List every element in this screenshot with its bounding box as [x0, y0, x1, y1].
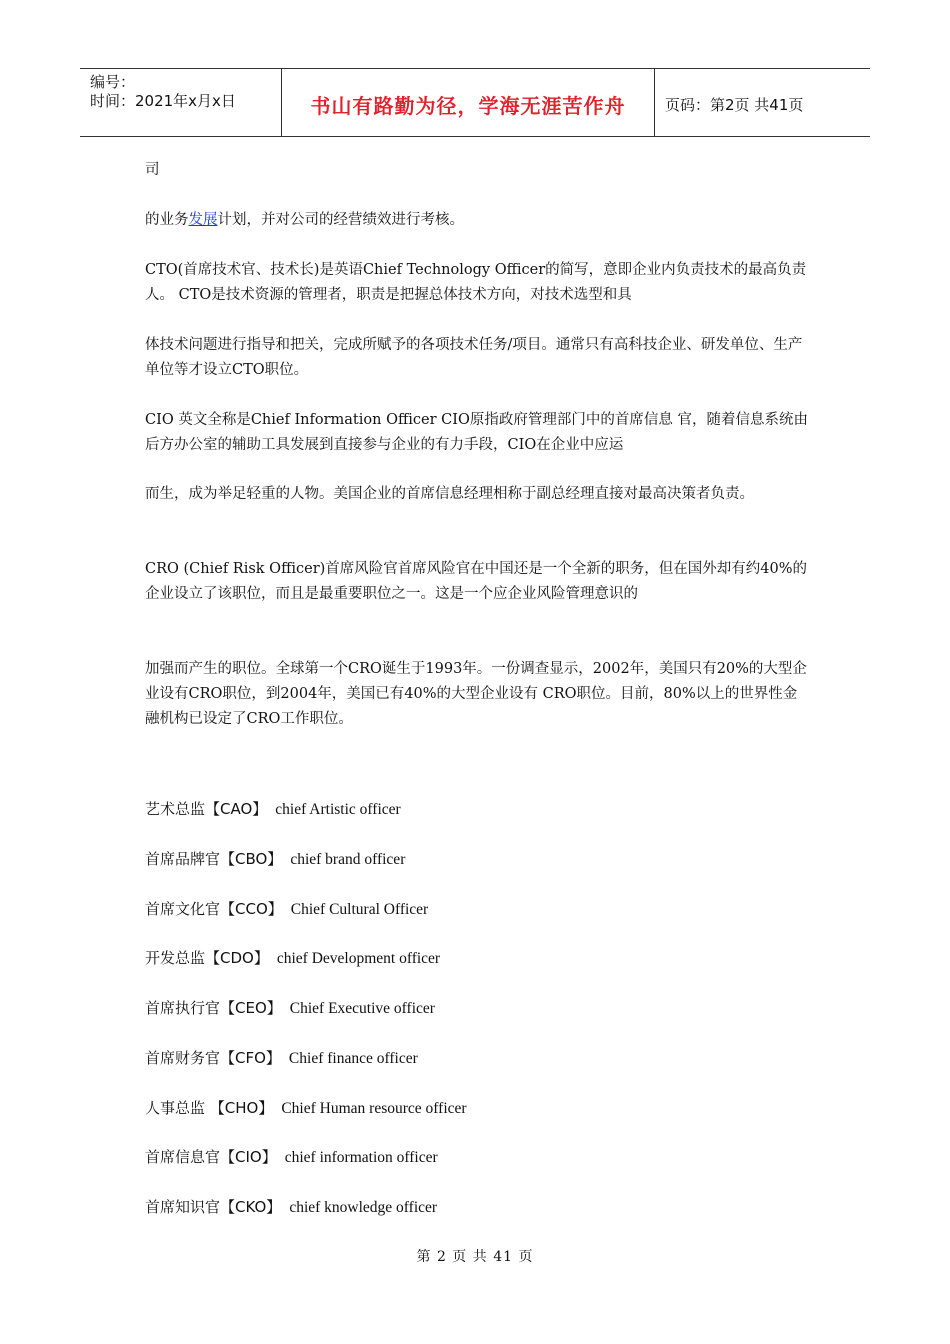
page-info: 页码：第2页 共41页: [665, 96, 804, 114]
role-cn: 人事总监 【CHO】: [145, 1099, 274, 1117]
role-cn: 首席财务官【CFO】: [145, 1049, 281, 1067]
paragraph-cto-cont: 体技术问题进行指导和把关，完成所赋予的各项技术任务/项目。通常只有高科技企业、研发单位、生产单位等才设立CTO职位。: [145, 337, 803, 378]
paragraph-text: 计划，并对公司的经营绩效进行考核。: [217, 212, 464, 228]
role-cn: 首席文化官【CCO】: [145, 900, 283, 918]
role-item: [145, 1047, 418, 1070]
role-item: [145, 798, 401, 821]
role-item: [145, 848, 405, 871]
document-number-label: 编号：: [90, 73, 136, 91]
role-en: Chief finance officer: [288, 1050, 418, 1067]
role-item: [145, 898, 428, 921]
role-cn: 首席知识官【CKO】: [145, 1198, 282, 1216]
role-cn: 首席执行官【CEO】: [145, 999, 282, 1017]
role-en: Chief Human resource officer: [281, 1100, 467, 1117]
paragraph-cro: CRO (Chief Risk Officer)首席风险官首席风险官在中国还是一个全新的职务，但在国外却有约40%的企业设立了该职位，而且是最重要职位之一。这是一个应企业风险管理意识的: [145, 561, 808, 602]
role-item: [145, 947, 440, 970]
header-page-cell: [655, 69, 870, 136]
role-item: [145, 1196, 437, 1219]
paragraph-fragment: 司: [145, 162, 160, 178]
role-cn: 艺术总监【CAO】: [145, 800, 268, 818]
paragraph-cro-cont: 加强而产生的职位。全球第一个CRO诞生于1993年。一份调查显示，2002年，美国只有20%的大型企业设有CRO职位，到2004年，美国已有40%的大型企业设有 CRO职位。目前，80%以上的世界性金融机构已设定了CRO工作职位。: [145, 661, 807, 727]
page-header: [80, 68, 870, 137]
paragraph-cio-cont: 而生，成为举足轻重的人物。美国企业的首席信息经理相称于副总经理直接对最高决策者负责。: [145, 486, 754, 502]
role-item: [145, 997, 435, 1020]
role-en: chief Development officer: [276, 950, 441, 967]
role-cn: 开发总监【CDO】: [145, 949, 269, 967]
page-footer: 第 2 页 共 41 页: [416, 1249, 534, 1265]
role-en: chief brand officer: [290, 851, 406, 868]
paragraph-cto: CTO(首席技术官、技术长)是英语Chief Technology Officer的简写，意即企业内负责技术的最高负责人。 CTO是技术资源的管理者，职责是把握总体技术方向，对技术选型和具: [145, 262, 807, 303]
header-meta-cell: [80, 69, 282, 136]
role-cn: 首席信息官【CIO】: [145, 1148, 277, 1166]
development-link[interactable]: 发展: [188, 212, 218, 228]
role-en: Chief Executive officer: [289, 1000, 435, 1017]
role-en: Chief Cultural Officer: [290, 901, 429, 918]
paragraph-business-plan: [145, 208, 810, 233]
role-en: chief information officer: [284, 1149, 438, 1166]
role-en: chief Artistic officer: [275, 801, 401, 818]
role-item: [145, 1097, 467, 1120]
motto-text: 书山有路勤为径，学海无涯苦作舟: [310, 94, 626, 118]
header-motto-cell: [282, 69, 655, 136]
role-cn: 首席品牌官【CBO】: [145, 850, 283, 868]
role-en: chief knowledge officer: [289, 1199, 438, 1216]
paragraph-cio: CIO 英文全称是Chief Information Officer CIO原指政府管理部门中的首席信息 官，随着信息系统由后方办公室的辅助工具发展到直接参与企业的有力手段，CIO在企业中应运: [145, 412, 808, 453]
paragraph-text: 的业务: [145, 212, 189, 228]
document-date: 时间：2021年x月x日: [90, 92, 236, 110]
role-item: [145, 1146, 438, 1169]
